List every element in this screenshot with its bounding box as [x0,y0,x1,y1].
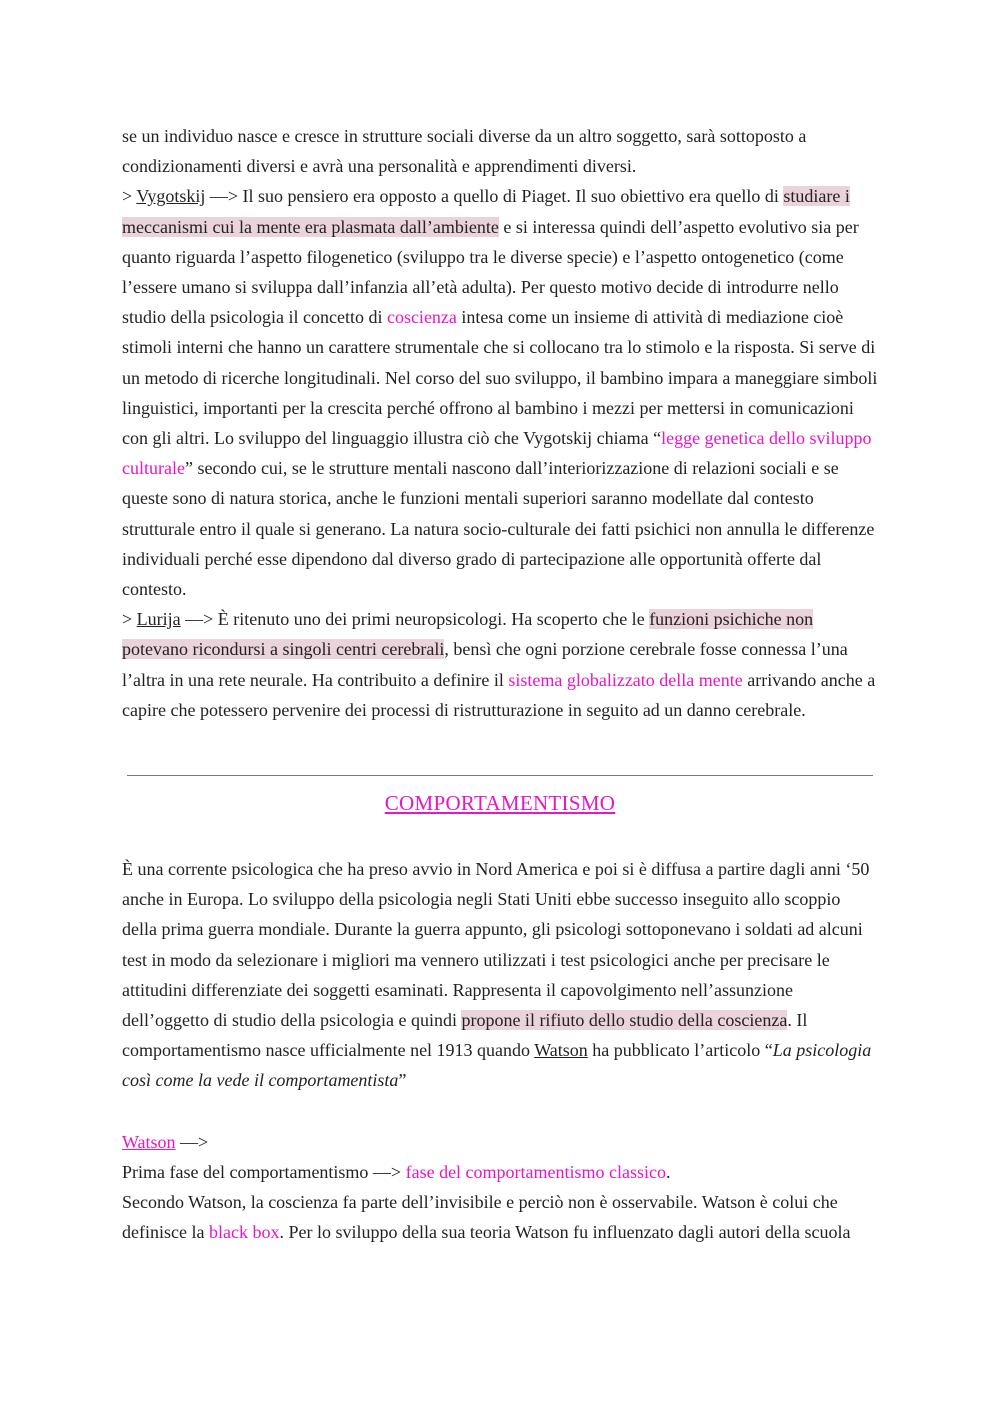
author-name-lurija: Lurija [136,609,181,630]
article-title: La psicologia così come la vede il comportamentista [122,1040,872,1091]
key-term: coscienza [386,307,457,328]
key-term: fase del comportamentismo classico [405,1161,667,1182]
paragraph-intro: se un individuo nasce e cresce in strutture sociali diverse da un altro soggetto, sarà sottoposto a condizionamenti diversi e avrà una personalità e apprendimenti diversi. [122,126,807,177]
key-term: sistema globalizzato della mente [508,669,743,690]
watson-heading: Watson [122,1131,176,1152]
paragraph-vygotskij: > Vygotskij —> Il suo pensiero era opposto a quello di Piaget. Il suo obiettivo era quello di studiare i meccanismi cui la mente era plasmata dall’ambiente e si interessa quindi dell’aspetto evolutivo sia per quanto riguarda l’aspetto filogenetico (sviluppo tra le diverse specie) e l’aspetto ontogenetico (come l’essere umano si sviluppa dall’infanzia all’età adulta). Per questo motivo decide di introdurre nello studio della psicologia il concetto di coscienza intesa come un insieme di attività di mediazione cioè stimoli interni che hanno un carattere strumentale che si collocano tra lo stimolo e la risposta. Si serve di un metodo di ricerche longitudinali. Nel corso del suo sviluppo, il bambino impara a maneggiare simboli linguistici, importanti per la crescita perché offrono al bambino i mezzi per mettersi in comunicazioni con gli altri. Lo sviluppo del linguaggio illustra ciò che Vygotskij chiama “legge genetica dello sviluppo culturale” secondo cui, se le strutture mentali nascono dall’interiorizzazione di relazioni sociali e se queste sono di natura storica, anche le funzioni mentali superiori saranno modellate dal contesto strutturale entro il quale si generano. La natura socio-culturale dei fatti psichici non annulla le differenze individuali perché esse dipendono dal diverso grado di partecipazione alle opportunità offerte dal contesto. [122,186,878,600]
paragraph-comportamentismo: È una corrente psicologica che ha preso avvio in Nord America e poi si è diffusa a partire dagli anni ‘50 anche in Europa. Lo sviluppo della psicologia negli Stati Uniti ebbe successo inseguito allo scoppio della prima guerra mondiale. Durante la guerra appunto, gli psicologi sottoponevano i soldati ad alcuni test in modo da selezionare i migliori ma vennero utilizzati i test psicologici anche per precisare le attitudini differenziate dei soggetti esaminati. Rappresenta il capovolgimento nell’assunzione dell’oggetto di studio della psicologia e quindi propone il rifiuto dello studio della coscienza. Il comportamentismo nasce ufficialmente nel 1913 quando Watson ha pubblicato l’articolo “La psicologia così come la vede il comportamentista” [122,859,872,1091]
section-divider [127,775,873,776]
highlight-text: funzioni psichiche non potevano ricondursi a singoli centri cerebrali [122,609,814,660]
key-term: legge genetica dello sviluppo culturale [122,428,872,479]
key-term: black box [208,1222,280,1243]
highlight-text: studiare i meccanismi cui la mente era plasmata dall’ambiente [122,186,850,237]
author-name-vygotskij: Vygotskij [136,186,206,207]
paragraph-lurija: > Lurija —> È ritenuto uno dei primi neuropsicologi. Ha scoperto che le funzioni psichiche non potevano ricondursi a singoli centri cerebrali, bensì che ogni porzione cerebrale fosse connessa l’una l’altra in una rete neurale. Ha contribuito a definire il sistema globalizzato della mente arrivando anche a capire che potessero pervenire dei processi di ristrutturazione in seguito ad un danno cerebrale. [122,609,876,720]
author-name-watson: Watson [534,1040,588,1061]
section-heading: COMPORTAMENTISMO [384,791,616,816]
paragraph-watson: Watson —> Prima fase del comportamentismo —> fase del comportamentismo classico. Secondo Watson, la coscienza fa parte dell’invisibile e perciò non è osservabile. Watson è colui che definisce la black box. Per lo sviluppo della sua teoria Watson fu influenzato dagli autori della scuola [122,1131,851,1243]
highlight-text: propone il rifiuto dello studio della coscienza [461,1010,788,1031]
